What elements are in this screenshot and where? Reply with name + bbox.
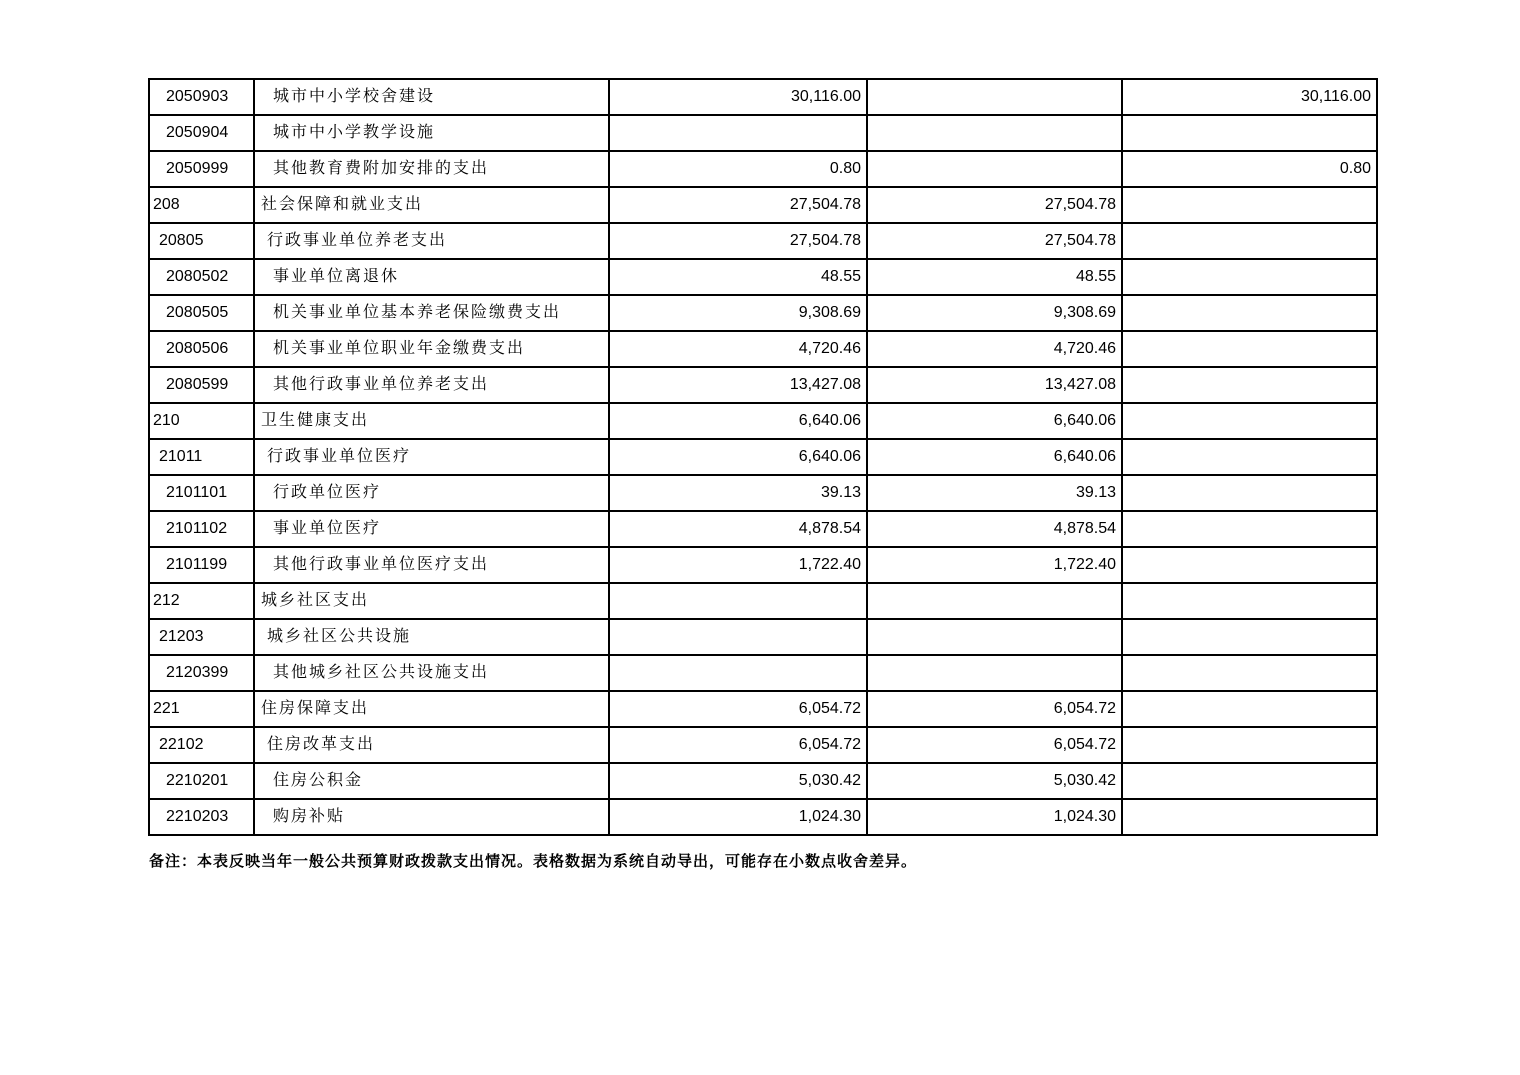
name-cell: 城乡社区公共设施 — [254, 619, 609, 655]
amount-col1-cell — [609, 115, 867, 151]
code-cell: 2080502 — [149, 259, 254, 295]
amount-col2-cell: 39.13 — [867, 475, 1122, 511]
code-cell: 2050904 — [149, 115, 254, 151]
name-cell: 其他行政事业单位养老支出 — [254, 367, 609, 403]
table-row — [149, 79, 1377, 115]
amount-col1-cell: 1,024.30 — [609, 799, 867, 835]
code-cell: 2050999 — [149, 151, 254, 187]
table-row — [149, 547, 1377, 583]
amount-col3-cell — [1122, 223, 1377, 259]
code-cell: 2080506 — [149, 331, 254, 367]
code-cell: 2210201 — [149, 763, 254, 799]
table-row — [149, 151, 1377, 187]
table-row — [149, 583, 1377, 619]
amount-col1-cell — [609, 655, 867, 691]
amount-col3-cell — [1122, 547, 1377, 583]
table-row — [149, 295, 1377, 331]
amount-col1-cell: 0.80 — [609, 151, 867, 187]
amount-col3-cell — [1122, 511, 1377, 547]
amount-col1-cell: 4,878.54 — [609, 511, 867, 547]
name-cell: 城乡社区支出 — [254, 583, 609, 619]
code-cell: 22102 — [149, 727, 254, 763]
amount-col3-cell — [1122, 583, 1377, 619]
amount-col3-cell: 30,116.00 — [1122, 79, 1377, 115]
table-row — [149, 475, 1377, 511]
code-cell: 21011 — [149, 439, 254, 475]
amount-col3-cell — [1122, 331, 1377, 367]
amount-col1-cell — [609, 583, 867, 619]
amount-col2-cell: 5,030.42 — [867, 763, 1122, 799]
table-row — [149, 727, 1377, 763]
table-row — [149, 187, 1377, 223]
amount-col1-cell: 48.55 — [609, 259, 867, 295]
amount-col1-cell: 39.13 — [609, 475, 867, 511]
table-row — [149, 115, 1377, 151]
amount-col3-cell — [1122, 763, 1377, 799]
amount-col1-cell: 4,720.46 — [609, 331, 867, 367]
name-cell: 卫生健康支出 — [254, 403, 609, 439]
code-cell: 2101199 — [149, 547, 254, 583]
code-cell: 208 — [149, 187, 254, 223]
name-cell: 住房保障支出 — [254, 691, 609, 727]
name-cell: 其他教育费附加安排的支出 — [254, 151, 609, 187]
amount-col3-cell — [1122, 475, 1377, 511]
amount-col3-cell — [1122, 727, 1377, 763]
amount-col2-cell — [867, 151, 1122, 187]
budget-table-body — [149, 79, 1377, 835]
amount-col3-cell: 0.80 — [1122, 151, 1377, 187]
amount-col2-cell: 1,722.40 — [867, 547, 1122, 583]
name-cell: 城市中小学校舍建设 — [254, 79, 609, 115]
amount-col2-cell: 9,308.69 — [867, 295, 1122, 331]
table-row — [149, 403, 1377, 439]
amount-col3-cell — [1122, 619, 1377, 655]
name-cell: 其他城乡社区公共设施支出 — [254, 655, 609, 691]
amount-col2-cell: 4,720.46 — [867, 331, 1122, 367]
table-row — [149, 799, 1377, 835]
amount-col3-cell — [1122, 187, 1377, 223]
code-cell: 20805 — [149, 223, 254, 259]
name-cell: 住房公积金 — [254, 763, 609, 799]
amount-col2-cell: 1,024.30 — [867, 799, 1122, 835]
amount-col3-cell — [1122, 115, 1377, 151]
amount-col1-cell: 6,054.72 — [609, 691, 867, 727]
amount-col1-cell — [609, 619, 867, 655]
amount-col2-cell: 48.55 — [867, 259, 1122, 295]
budget-table — [148, 78, 1378, 836]
amount-col2-cell: 6,640.06 — [867, 439, 1122, 475]
amount-col1-cell: 6,054.72 — [609, 727, 867, 763]
code-cell: 2120399 — [149, 655, 254, 691]
amount-col2-cell: 6,054.72 — [867, 691, 1122, 727]
code-cell: 2080505 — [149, 295, 254, 331]
name-cell: 住房改革支出 — [254, 727, 609, 763]
amount-col2-cell — [867, 655, 1122, 691]
amount-col3-cell — [1122, 367, 1377, 403]
amount-col3-cell — [1122, 655, 1377, 691]
name-cell: 事业单位医疗 — [254, 511, 609, 547]
code-cell: 2101101 — [149, 475, 254, 511]
code-cell: 2080599 — [149, 367, 254, 403]
amount-col3-cell — [1122, 295, 1377, 331]
amount-col2-cell: 13,427.08 — [867, 367, 1122, 403]
name-cell: 行政事业单位医疗 — [254, 439, 609, 475]
table-row — [149, 691, 1377, 727]
table-footnote: 备注：本表反映当年一般公共预算财政拨款支出情况。表格数据为系统自动导出，可能存在小数点收舍差异。 — [149, 854, 918, 870]
amount-col2-cell — [867, 619, 1122, 655]
amount-col1-cell: 5,030.42 — [609, 763, 867, 799]
amount-col2-cell: 6,640.06 — [867, 403, 1122, 439]
amount-col3-cell — [1122, 259, 1377, 295]
name-cell: 购房补贴 — [254, 799, 609, 835]
amount-col2-cell — [867, 79, 1122, 115]
amount-col1-cell: 27,504.78 — [609, 187, 867, 223]
name-cell: 社会保障和就业支出 — [254, 187, 609, 223]
amount-col2-cell: 4,878.54 — [867, 511, 1122, 547]
code-cell: 2050903 — [149, 79, 254, 115]
name-cell: 行政单位医疗 — [254, 475, 609, 511]
name-cell: 其他行政事业单位医疗支出 — [254, 547, 609, 583]
amount-col1-cell: 13,427.08 — [609, 367, 867, 403]
name-cell: 机关事业单位职业年金缴费支出 — [254, 331, 609, 367]
table-row — [149, 619, 1377, 655]
table-row — [149, 259, 1377, 295]
amount-col1-cell: 6,640.06 — [609, 403, 867, 439]
name-cell: 事业单位离退休 — [254, 259, 609, 295]
table-row — [149, 367, 1377, 403]
name-cell: 行政事业单位养老支出 — [254, 223, 609, 259]
table-row — [149, 223, 1377, 259]
table-row — [149, 763, 1377, 799]
code-cell: 221 — [149, 691, 254, 727]
amount-col1-cell: 6,640.06 — [609, 439, 867, 475]
amount-col1-cell: 30,116.00 — [609, 79, 867, 115]
amount-col2-cell: 27,504.78 — [867, 187, 1122, 223]
table-row — [149, 331, 1377, 367]
amount-col1-cell: 1,722.40 — [609, 547, 867, 583]
code-cell: 212 — [149, 583, 254, 619]
code-cell: 2210203 — [149, 799, 254, 835]
table-row — [149, 655, 1377, 691]
amount-col1-cell: 27,504.78 — [609, 223, 867, 259]
amount-col2-cell — [867, 583, 1122, 619]
amount-col2-cell: 6,054.72 — [867, 727, 1122, 763]
amount-col3-cell — [1122, 403, 1377, 439]
amount-col1-cell: 9,308.69 — [609, 295, 867, 331]
amount-col3-cell — [1122, 799, 1377, 835]
code-cell: 210 — [149, 403, 254, 439]
table-row — [149, 439, 1377, 475]
name-cell: 城市中小学教学设施 — [254, 115, 609, 151]
amount-col2-cell: 27,504.78 — [867, 223, 1122, 259]
name-cell: 机关事业单位基本养老保险缴费支出 — [254, 295, 609, 331]
code-cell: 2101102 — [149, 511, 254, 547]
table-row — [149, 511, 1377, 547]
amount-col3-cell — [1122, 439, 1377, 475]
code-cell: 21203 — [149, 619, 254, 655]
amount-col2-cell — [867, 115, 1122, 151]
amount-col3-cell — [1122, 691, 1377, 727]
